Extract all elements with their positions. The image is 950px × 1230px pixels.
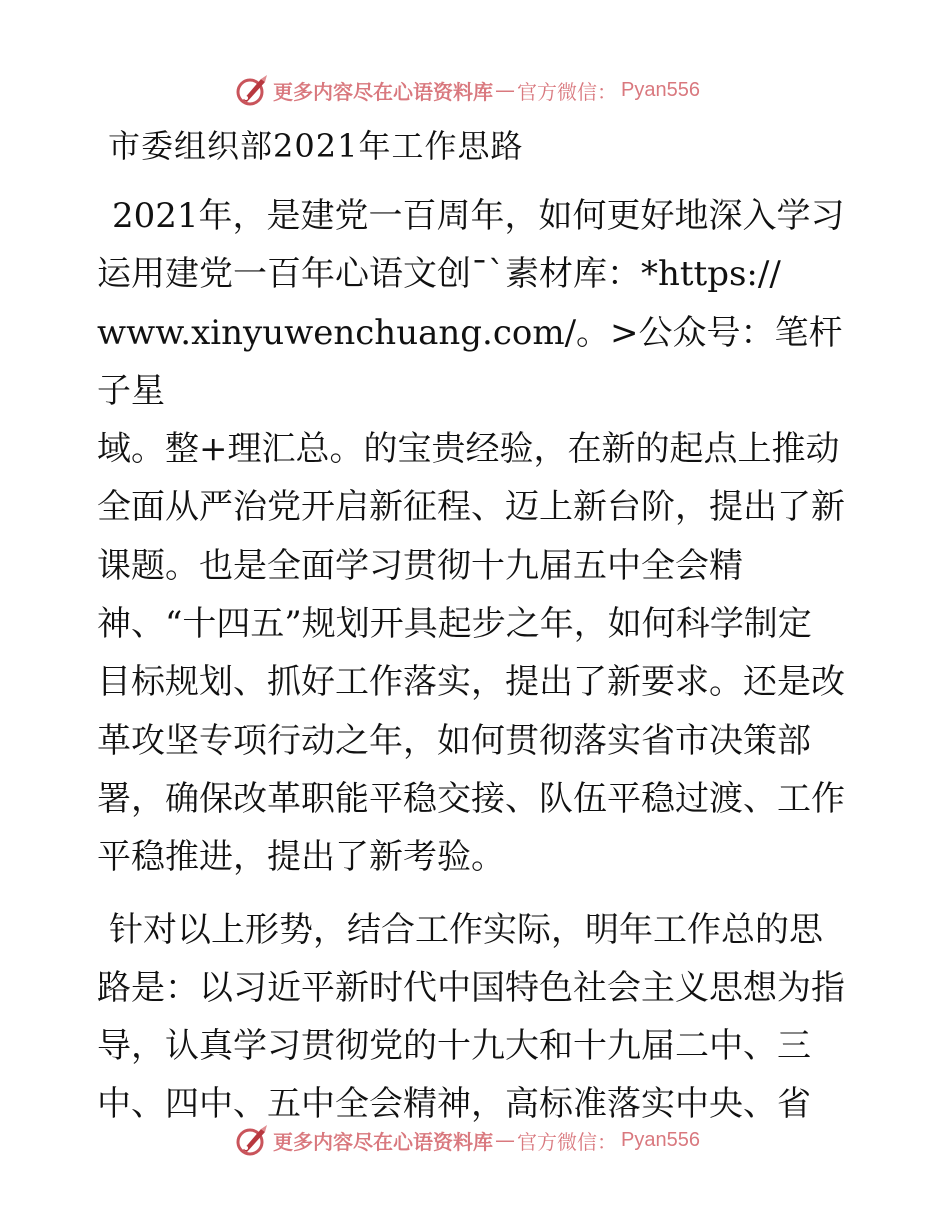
banner-text: 更多内容尽在心语资料库	[273, 79, 493, 104]
wechat-id: Pyan556	[621, 78, 700, 101]
wechat-label: 官方微信：	[517, 79, 617, 104]
quill-pen-icon	[235, 73, 269, 107]
document-body	[97, 187, 849, 1134]
banner-text: 更多内容尽在心语资料库	[273, 1129, 493, 1154]
footer-banner	[235, 1120, 700, 1160]
banner-dash: —	[495, 78, 515, 102]
paragraph-2: 针对以上形势，结合工作实际，明年工作总的思 路是：以习近平新时代中国特色社会主义思想为指 导，认真学习贯彻党的十九大和十九届二中、三 中、四中、五中全会精神，高标准落实中央、省	[97, 909, 845, 1125]
wechat-id: Pyan556	[621, 1128, 700, 1151]
quill-pen-icon	[235, 1123, 269, 1157]
document-title: 市委组织部2021年工作思路	[108, 127, 524, 165]
banner-dash: —	[495, 1128, 515, 1152]
paragraph-1: 2021年，是建党一百周年，如何更好地深入学习 运用建党一百年心语文创¯`素材库：*https:// www.xinyuwenchuang.com/。>公众号：笔杆子星 域。整+理汇总。的宝贵经验，在新的起点上推动 全面从严治党开启新征程、迈上新台阶，提出了新 课题。也是全面学习贯彻十九届五中全会精 神、“十四五”规划开具起步之年，如何科学制定 目标规划、抓好工作落实，提出了新要求。还是改 革攻坚专项行动之年，如何贯彻落实省市决策部 署，确保改革职能平稳交接、队伍平稳过渡、工作 平稳推进，提出了新考验。	[97, 196, 845, 878]
wechat-label: 官方微信：	[517, 1129, 617, 1154]
header-banner	[235, 70, 700, 110]
